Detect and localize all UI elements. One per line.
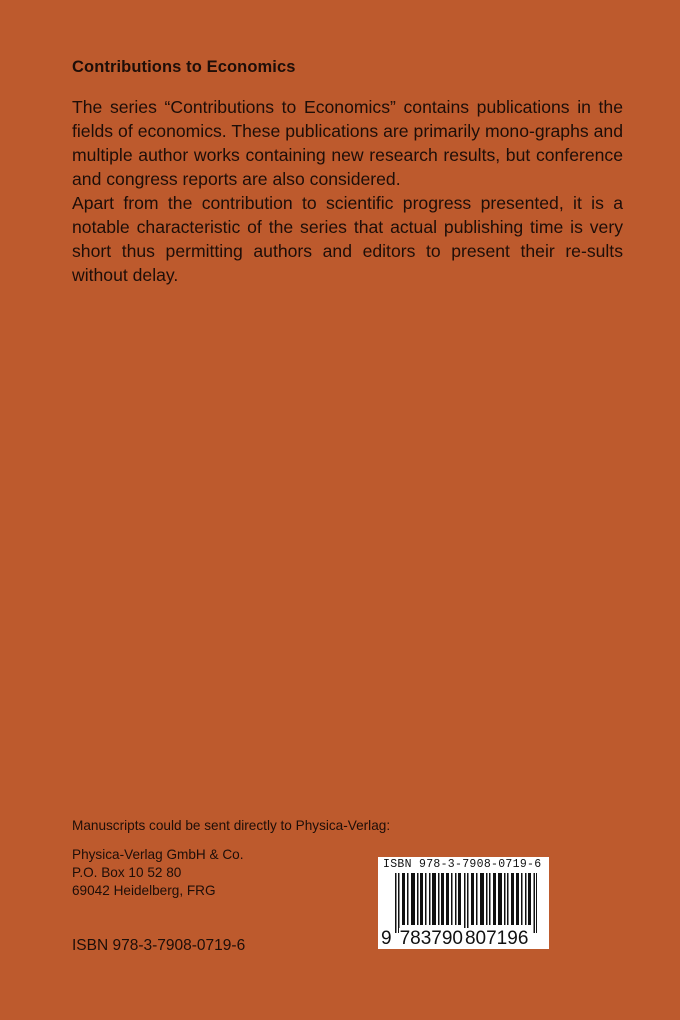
address-line-pobox: P.O. Box 10 52 80 bbox=[72, 865, 182, 880]
barcode-group-2: 807196 bbox=[464, 928, 529, 949]
address-line-company: Physica-Verlag GmbH & Co. bbox=[72, 847, 244, 862]
series-title: Contributions to Economics bbox=[72, 58, 296, 76]
address-line-city: 69042 Heidelberg, FRG bbox=[72, 883, 216, 898]
isbn-text: ISBN 978-3-7908-0719-6 bbox=[72, 937, 246, 954]
barcode-bars-icon bbox=[395, 873, 537, 933]
series-description-paragraph: The series “Contributions to Economics” contains publications in the fields of economics. These publications are primarily mono-graphs and multiple author works containing new research results, but conference and congress reports are also considered. bbox=[72, 97, 623, 189]
barcode-isbn-label: ISBN 978-3-7908-0719-6 bbox=[383, 858, 542, 871]
publisher-address bbox=[72, 846, 244, 900]
barcode-lead-digit: 9 bbox=[381, 928, 392, 949]
manuscripts-note: Manuscripts could be sent directly to Physica-Verlag: bbox=[72, 818, 391, 833]
publishing-time-paragraph: Apart from the contribution to scientific progress presented, it is a notable characteristic of the series that actual publishing time is very short thus permitting authors and editors to present their re-sults without delay. bbox=[72, 193, 623, 285]
barcode-digits bbox=[381, 928, 529, 950]
isbn-barcode bbox=[378, 857, 549, 949]
barcode-group-1: 783790 bbox=[399, 928, 463, 949]
